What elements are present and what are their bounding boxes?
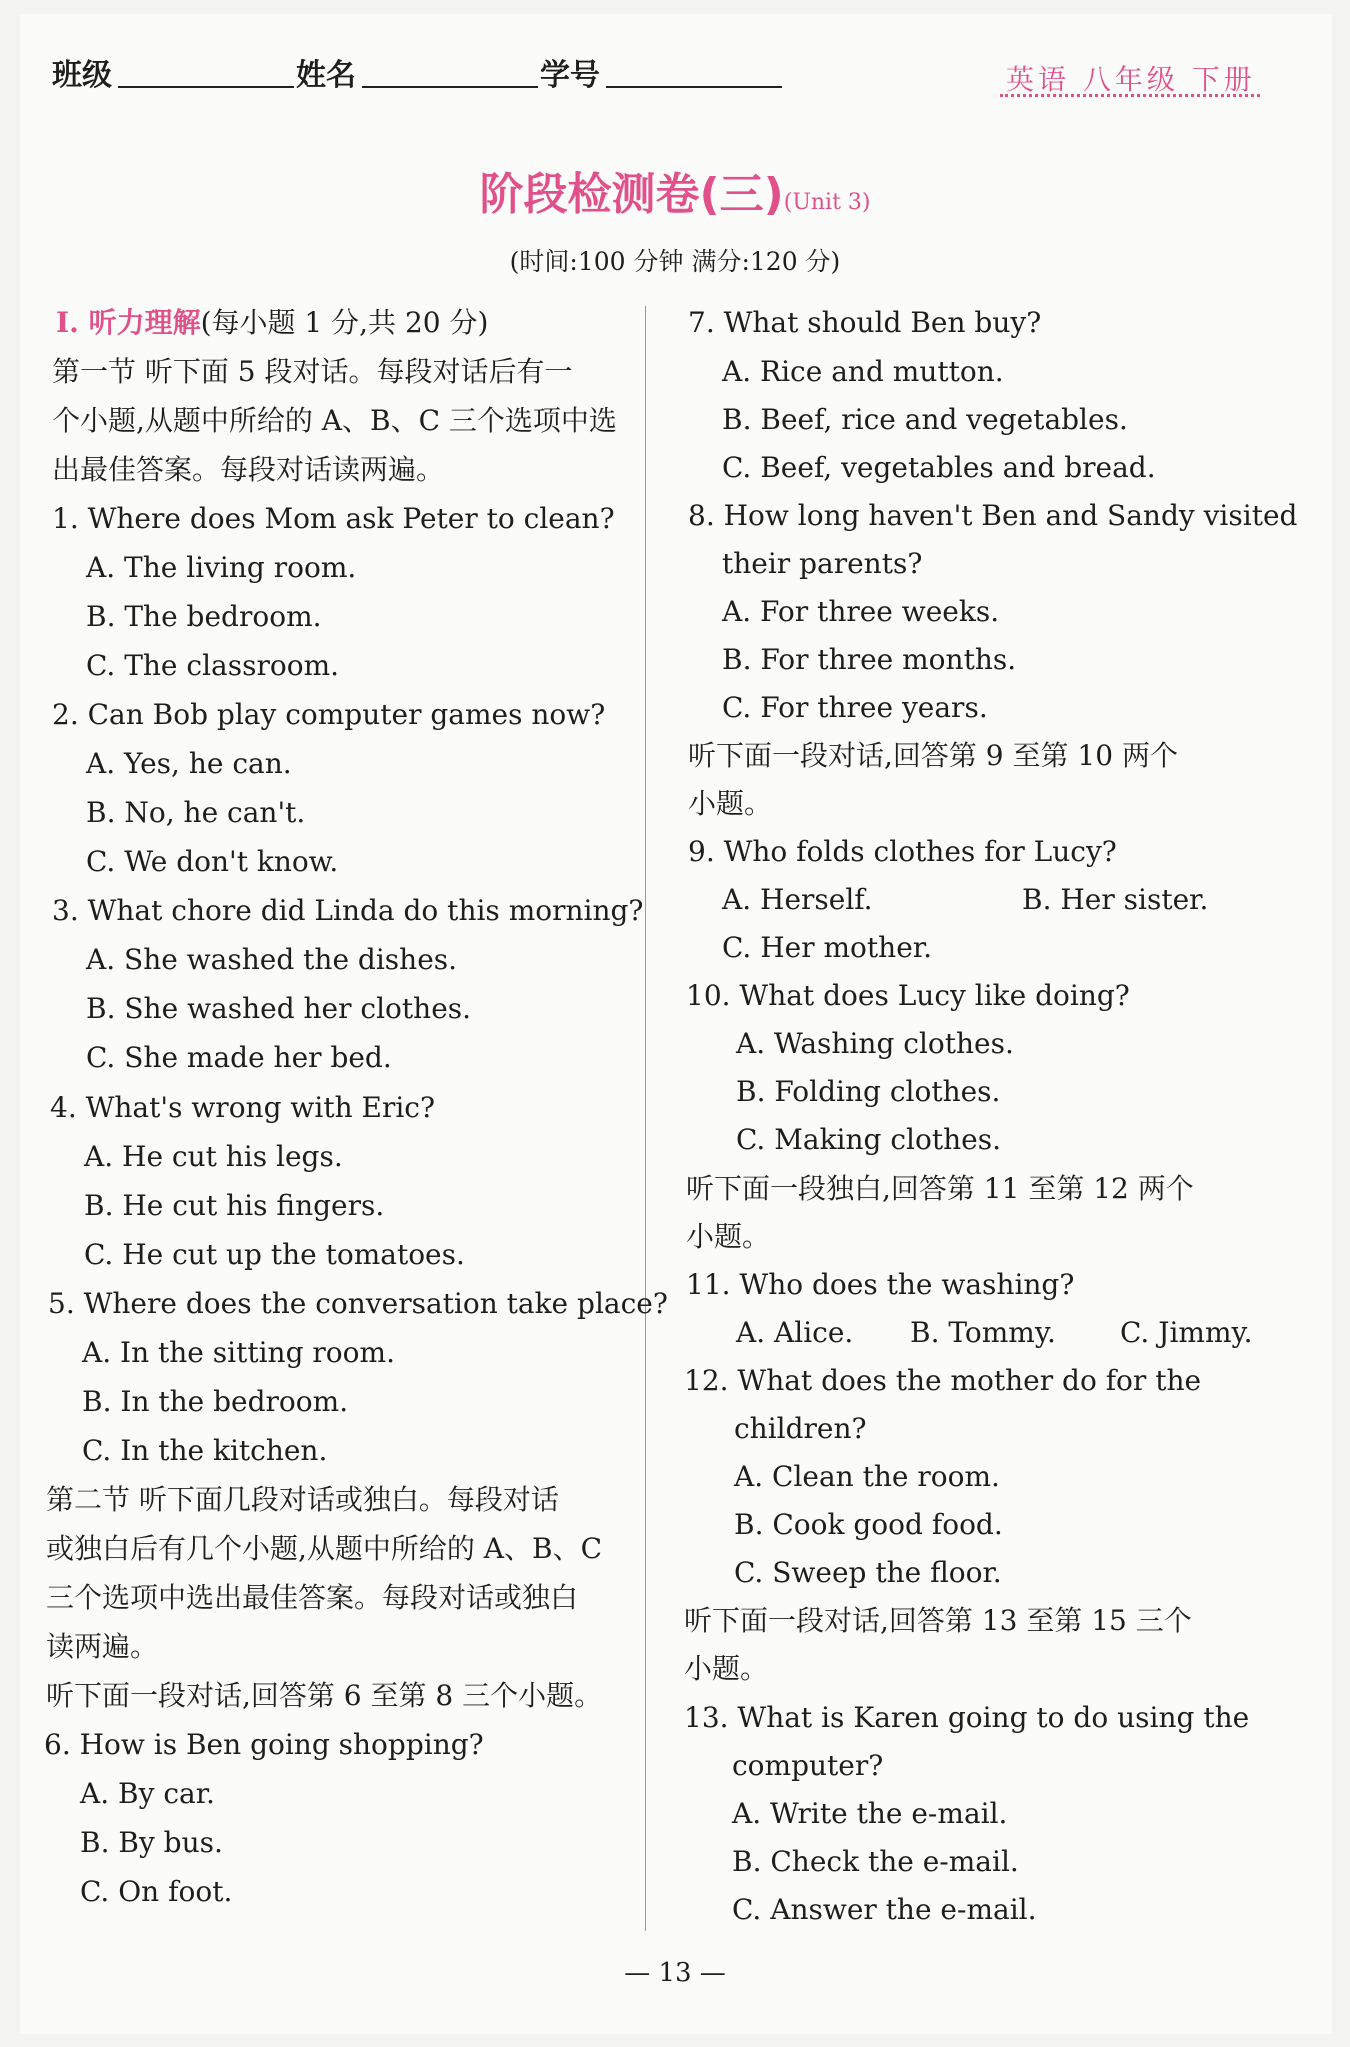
option-3b[interactable]: B. She washed her clothes.: [86, 992, 472, 1025]
question-1: 1. Where does Mom ask Peter to clean?: [52, 502, 615, 535]
option-8b[interactable]: B. For three months.: [722, 643, 1017, 676]
instruction-text: 听下面一段对话,回答第 6 至第 8 三个小题。: [46, 1679, 603, 1712]
option-2b[interactable]: B. No, he can't.: [86, 796, 306, 829]
instruction-text: 听下面一段独白,回答第 11 至第 12 两个: [686, 1172, 1194, 1205]
option-12a[interactable]: A. Clean the room.: [734, 1460, 1000, 1493]
instruction-text: 读两遍。: [46, 1630, 159, 1663]
id-blank[interactable]: [606, 86, 782, 88]
option-7b[interactable]: B. Beef, rice and vegetables.: [722, 403, 1128, 436]
option-3a[interactable]: A. She washed the dishes.: [86, 943, 458, 976]
title-main: 阶段检测卷(三): [479, 169, 784, 220]
question-8: 8. How long haven't Ben and Sandy visited: [688, 499, 1298, 532]
section-score: (每小题 1 分,共 20 分): [200, 306, 489, 339]
subject-label: 英语 八年级 下册: [1006, 63, 1256, 96]
instruction-text: 听下面一段对话,回答第 13 至第 15 三个: [684, 1604, 1192, 1637]
option-10b[interactable]: B. Folding clothes.: [736, 1075, 1001, 1108]
instruction-text: 小题。: [688, 787, 773, 820]
option-6a[interactable]: A. By car.: [80, 1777, 215, 1810]
question-13: 13. What is Karen going to do using the: [684, 1701, 1250, 1734]
option-1b[interactable]: B. The bedroom.: [86, 600, 322, 633]
option-9a[interactable]: A. Herself.: [722, 883, 873, 916]
option-7a[interactable]: A. Rice and mutton.: [722, 355, 1004, 388]
question-10: 10. What does Lucy like doing?: [686, 979, 1130, 1012]
option-6c[interactable]: C. On foot.: [80, 1875, 233, 1908]
title-unit: (Unit 3): [783, 190, 871, 215]
question-2: 2. Can Bob play computer games now?: [52, 698, 606, 731]
instruction-text: 第一节 听下面 5 段对话。每段对话后有一: [52, 355, 573, 388]
question-6: 6. How is Ben going shopping?: [44, 1728, 484, 1761]
question-9: 9. Who folds clothes for Lucy?: [688, 835, 1117, 868]
id-label: 学号: [540, 58, 600, 93]
option-8a[interactable]: A. For three weeks.: [722, 595, 1000, 628]
instruction-text: 听下面一段对话,回答第 9 至第 10 两个: [688, 739, 1178, 772]
subject-underline: [1000, 94, 1260, 97]
option-11b[interactable]: B. Tommy.: [910, 1316, 1056, 1349]
instruction-text: 小题。: [684, 1652, 769, 1685]
question-5: 5. Where does the conversation take place?: [48, 1287, 668, 1320]
option-5c[interactable]: C. In the kitchen.: [82, 1434, 328, 1467]
option-4a[interactable]: A. He cut his legs.: [84, 1140, 343, 1173]
option-9c[interactable]: C. Her mother.: [722, 931, 932, 964]
question-3: 3. What chore did Linda do this morning?: [52, 894, 644, 927]
option-13c[interactable]: C. Answer the e-mail.: [732, 1893, 1037, 1926]
option-2c[interactable]: C. We don't know.: [86, 845, 339, 878]
option-5a[interactable]: A. In the sitting room.: [82, 1336, 395, 1369]
name-label: 姓名: [296, 58, 356, 93]
option-4c[interactable]: C. He cut up the tomatoes.: [84, 1238, 465, 1271]
option-13b[interactable]: B. Check the e-mail.: [732, 1845, 1019, 1878]
question-7: 7. What should Ben buy?: [688, 306, 1042, 339]
instruction-text: 出最佳答案。每段对话读两遍。: [52, 453, 445, 486]
option-4b[interactable]: B. He cut his fingers.: [84, 1189, 385, 1222]
class-blank[interactable]: [118, 86, 294, 88]
question-4: 4. What's wrong with Eric?: [50, 1091, 435, 1124]
section-heading: [56, 305, 488, 341]
question-12-cont: children?: [734, 1412, 867, 1445]
option-1a[interactable]: A. The living room.: [86, 551, 357, 584]
option-10c[interactable]: C. Making clothes.: [736, 1123, 1001, 1156]
question-12: 12. What does the mother do for the: [684, 1364, 1202, 1397]
option-6b[interactable]: B. By bus.: [80, 1826, 223, 1859]
option-12b[interactable]: B. Cook good food.: [734, 1508, 1003, 1541]
option-11c[interactable]: C. Jimmy.: [1120, 1316, 1253, 1349]
page-number: — 13 —: [624, 1958, 726, 1988]
instruction-text: 或独白后有几个小题,从题中所给的 A、B、C: [46, 1532, 603, 1565]
instruction-text: 小题。: [686, 1220, 771, 1253]
option-11a[interactable]: A. Alice.: [736, 1316, 854, 1349]
option-3c[interactable]: C. She made her bed.: [86, 1041, 392, 1074]
option-1c[interactable]: C. The classroom.: [86, 649, 340, 682]
option-8c[interactable]: C. For three years.: [722, 691, 988, 724]
section-title: Ⅰ. 听力理解: [56, 306, 201, 339]
instruction-text: 三个选项中选出最佳答案。每段对话或独白: [46, 1581, 579, 1614]
question-11: 11. Who does the washing?: [686, 1268, 1075, 1301]
option-2a[interactable]: A. Yes, he can.: [86, 747, 292, 780]
option-13a[interactable]: A. Write the e-mail.: [732, 1797, 1008, 1830]
exam-title: [0, 158, 1350, 222]
name-blank[interactable]: [362, 86, 538, 88]
class-label: 班级: [52, 58, 112, 93]
option-10a[interactable]: A. Washing clothes.: [736, 1027, 1014, 1060]
question-8-cont: their parents?: [722, 547, 923, 580]
column-divider: [645, 306, 646, 1931]
time-info: (时间:100 分钟 满分:120 分): [509, 247, 841, 276]
option-5b[interactable]: B. In the bedroom.: [82, 1385, 349, 1418]
instruction-text: 第二节 听下面几段对话或独白。每段对话: [46, 1483, 559, 1516]
question-13-cont: computer?: [732, 1749, 884, 1782]
option-12c[interactable]: C. Sweep the floor.: [734, 1556, 1002, 1589]
instruction-text: 个小题,从题中所给的 A、B、C 三个选项中选: [52, 404, 617, 437]
option-9b[interactable]: B. Her sister.: [1022, 883, 1209, 916]
option-7c[interactable]: C. Beef, vegetables and bread.: [722, 451, 1156, 484]
